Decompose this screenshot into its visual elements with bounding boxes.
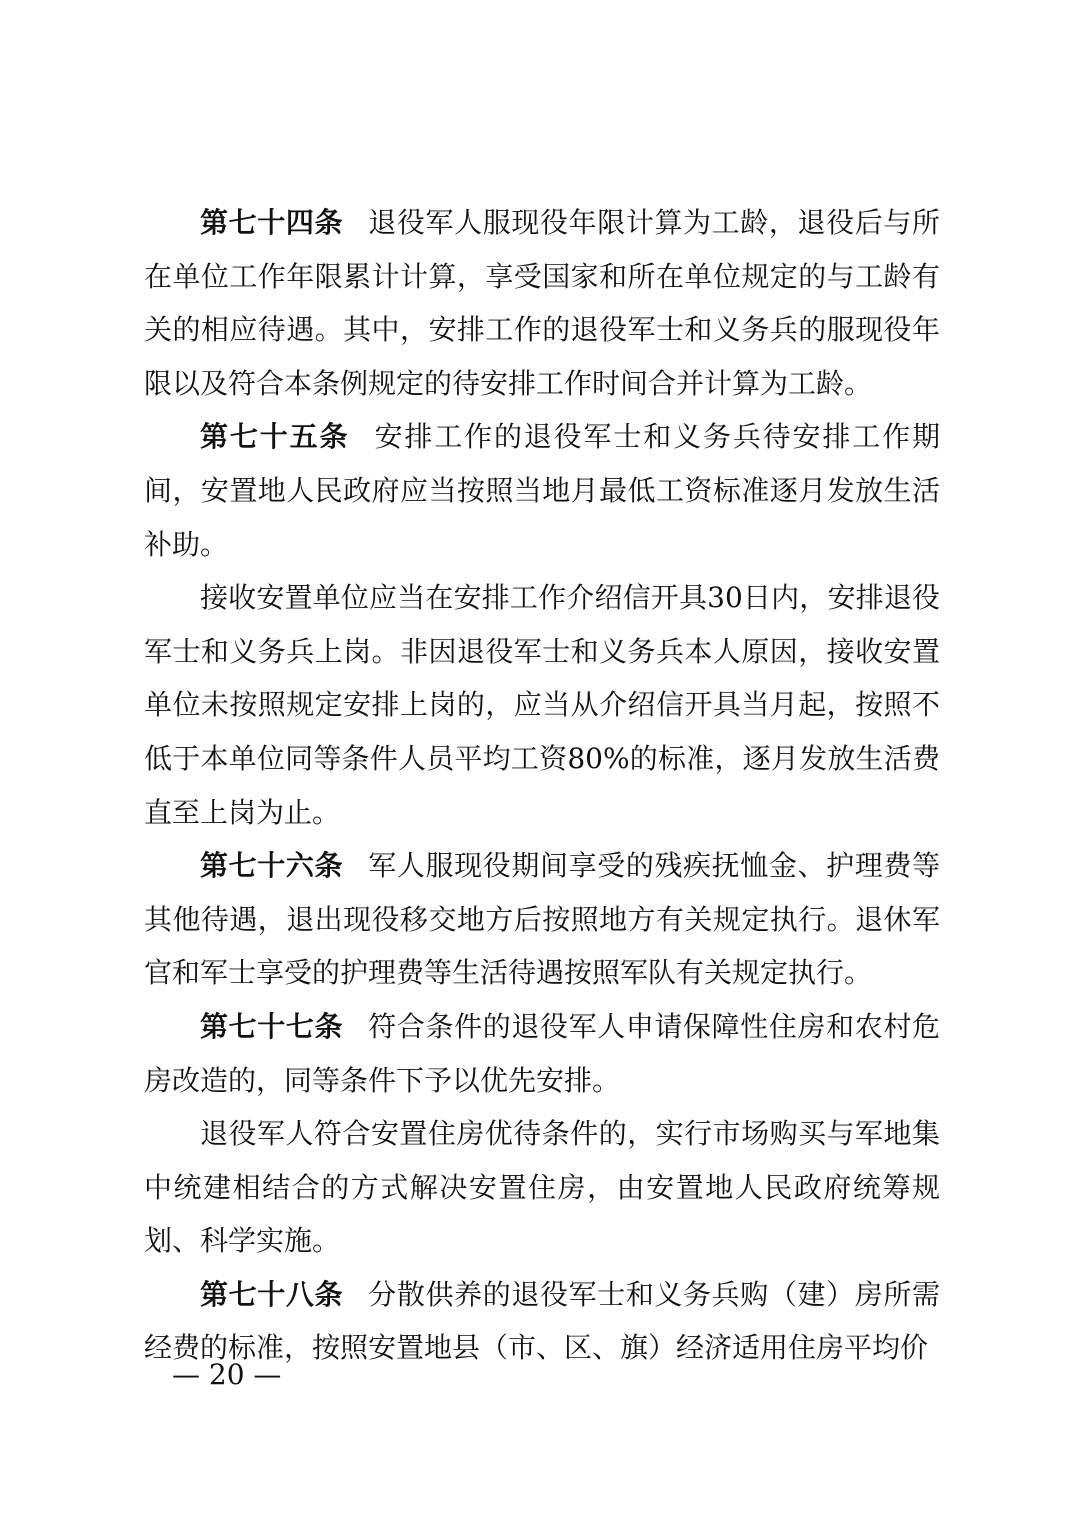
article-76 — [144, 839, 940, 1000]
article-text: 退役军人符合安置住房优待条件的，实行市场购买与军地集中统建相结合的方式解决安置住房，由安置地人民政府统筹规划、科学实施。 — [144, 1117, 940, 1258]
article-text: 接收安置单位应当在安排工作介绍信开具30日内，安排退役军士和义务兵上岗。非因退役军士和义务兵本人原因，接收安置单位未按照规定安排上岗的，应当从介绍信开具当月起，按照不低于本单位同等条件人员平均工资80%的标准，逐月发放生活费直至上岗为止。 — [144, 581, 940, 829]
article-text: 安排工作的退役军士和义务兵待安排工作期间，安置地人民政府应当按照当地月最低工资标准逐月发放生活补助。 — [144, 420, 940, 561]
article-text: 退役军人服现役年限计算为工龄，退役后与所在单位工作年限累计计算，享受国家和所在单位规定的与工龄有关的相应待遇。其中，安排工作的退役军士和义务兵的服现役年限以及符合本条例规定的待安排工作时间合并计算为工龄。 — [144, 206, 940, 400]
document-body — [144, 196, 940, 1375]
article-75 — [144, 410, 940, 571]
article-title: 第七十四条 — [200, 206, 344, 239]
article-77-paragraph-2 — [144, 1107, 940, 1268]
article-title: 第七十五条 — [200, 420, 350, 454]
article-text: 军人服现役期间享受的残疾抚恤金、护理费等其他待遇，退出现役移交地方后按照地方有关规定执行。退休军官和军士享受的护理费等生活待遇按照军队有关规定执行。 — [144, 849, 940, 990]
article-title: 第七十六条 — [200, 849, 344, 883]
article-74 — [144, 196, 940, 410]
article-title: 第七十七条 — [200, 1009, 344, 1043]
article-77 — [144, 1000, 940, 1107]
article-75-paragraph-2 — [144, 571, 940, 839]
article-text: 符合条件的退役军人申请保障性住房和农村危房改造的，同等条件下予以优先安排。 — [144, 1009, 940, 1097]
article-text: 分散供养的退役军士和义务兵购（建）房所需经费的标准，按照安置地县（市、区、旗）经济适用住房平均价 — [144, 1277, 940, 1365]
article-title: 第七十八条 — [200, 1277, 344, 1311]
page-number: — 20 — — [172, 1358, 282, 1391]
